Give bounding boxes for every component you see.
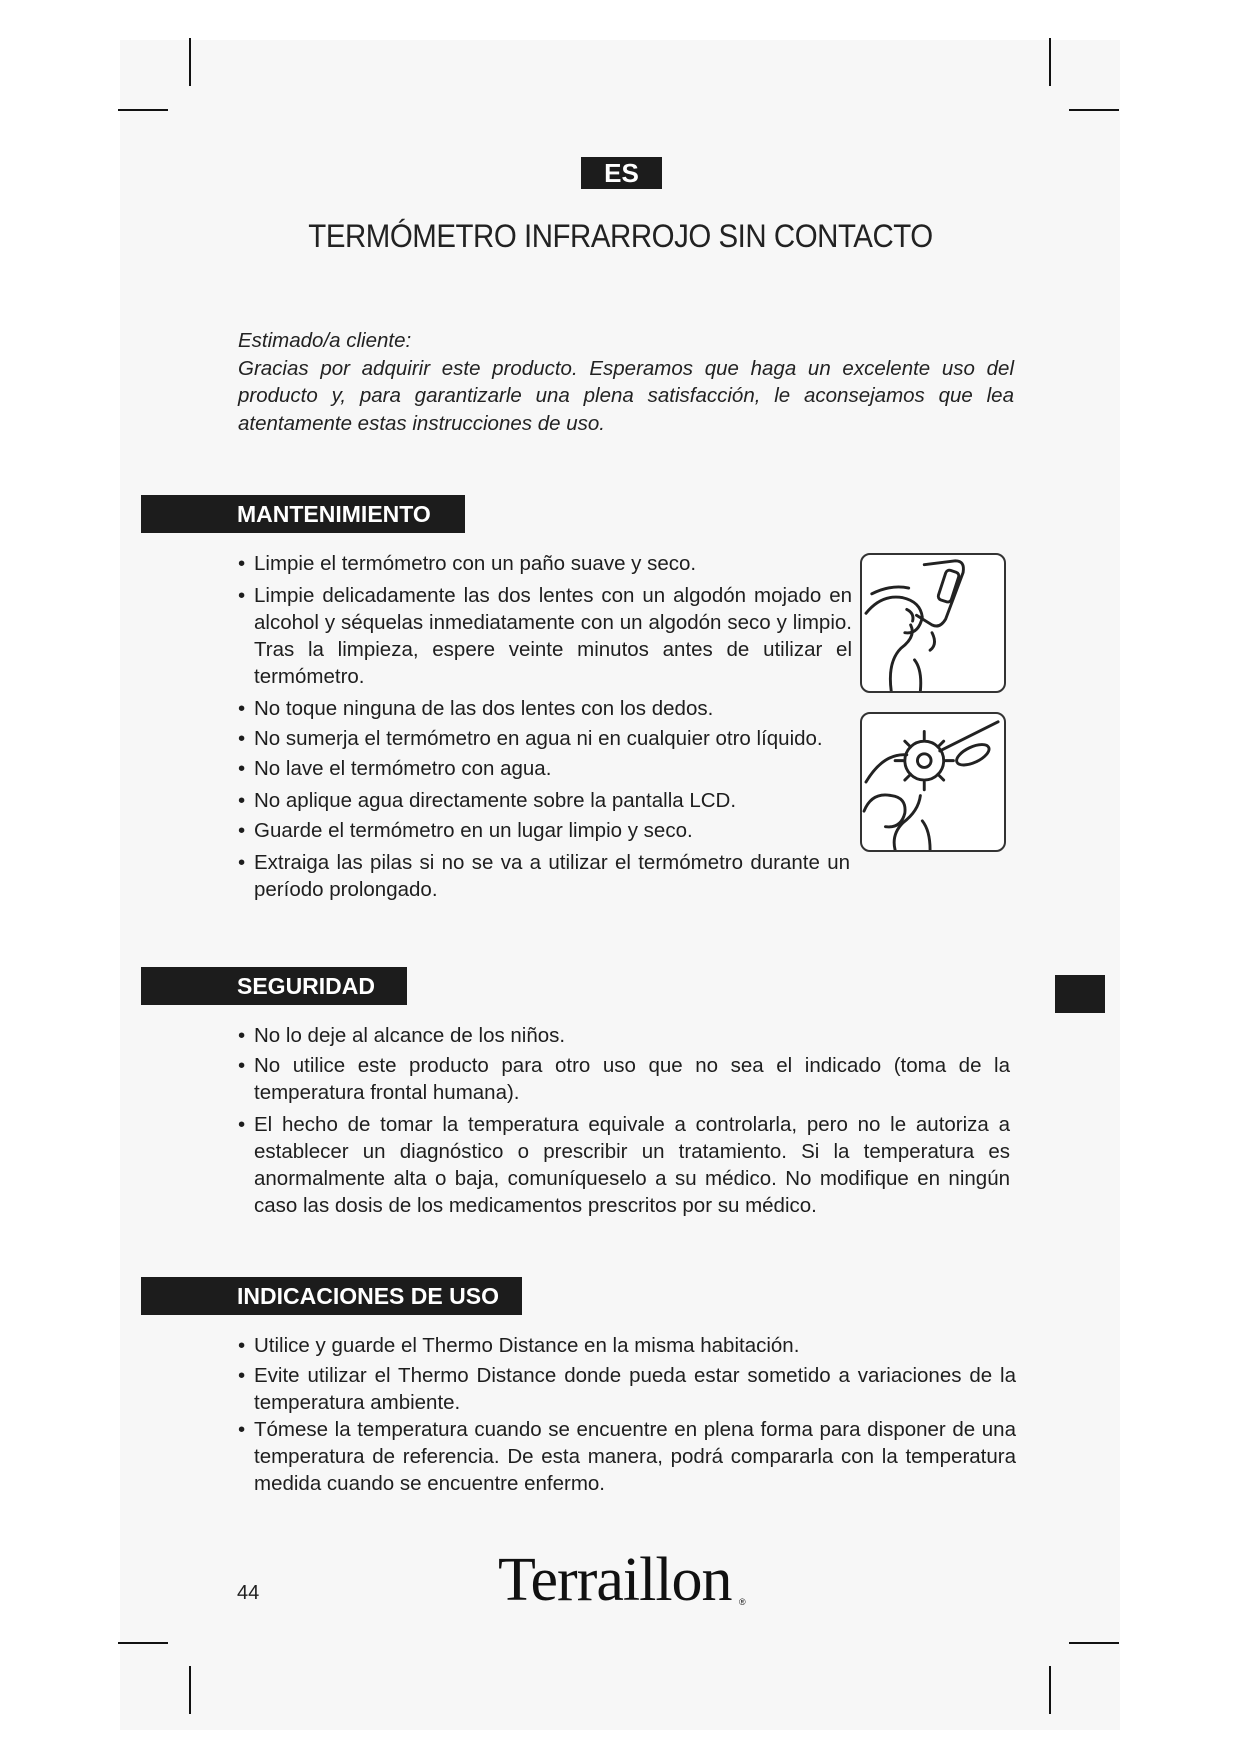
- hand-thermometer-icon: [862, 555, 1004, 691]
- section-heading-mantenimiento: MANTENIMIENTO: [141, 495, 465, 533]
- lens-cleaning-illustration: [860, 553, 1006, 693]
- crop-mark: [189, 1666, 191, 1714]
- crop-mark: [1049, 1666, 1051, 1714]
- chapter-tab-marker: [1055, 975, 1105, 1013]
- lens-swab-illustration: [860, 712, 1006, 852]
- language-badge: ES: [581, 157, 662, 189]
- list-item: • Limpie el termómetro con un paño suave y seco.: [238, 550, 850, 577]
- registered-mark: ®: [739, 1597, 746, 1607]
- seguridad-list: [238, 1022, 1010, 1219]
- indicaciones-list: [238, 1332, 1016, 1497]
- list-item: • El hecho de tomar la temperatura equivale a controlarla, pero no le autoriza a establecer un diagnóstico o prescribir un tratamiento. Si la temperatura es anormalmente alta o baja, comuníqueselo a su médico. No modifique en ningún caso las dosis de los medicamentos prescritos por su médico.: [238, 1111, 1010, 1219]
- list-item: • No lo deje al alcance de los niños.: [238, 1022, 1010, 1049]
- hand-swab-icon: [862, 714, 1004, 850]
- brand-logo: Terraillon: [498, 1546, 732, 1614]
- list-item: • No sumerja el termómetro en agua ni en cualquier otro líquido.: [238, 725, 850, 752]
- page-number: 44: [237, 1582, 260, 1604]
- crop-mark: [118, 109, 168, 111]
- list-item: • Guarde el termómetro en un lugar limpio y seco.: [238, 817, 850, 844]
- crop-mark: [1049, 38, 1051, 86]
- crop-mark: [1069, 109, 1119, 111]
- list-item: • No utilice este producto para otro uso que no sea el indicado (toma de la temperatura frontal humana).: [238, 1052, 1010, 1106]
- intro-body: Gracias por adquirir este producto. Esperamos que haga un excelente uso del producto y, para garantizarle una plena satisfacción, le aconsejamos que lea atentamente estas instrucciones de uso.: [238, 356, 1014, 435]
- page-title: TERMÓMETRO INFRARROJO SIN CONTACTO: [308, 218, 933, 254]
- crop-mark: [189, 38, 191, 86]
- section-heading-indicaciones: INDICACIONES DE USO: [141, 1277, 522, 1315]
- list-item: • Extraiga las pilas si no se va a utilizar el termómetro durante un período prolongado.: [238, 849, 850, 903]
- crop-mark: [118, 1642, 168, 1644]
- section-heading-seguridad: SEGURIDAD: [141, 967, 407, 1005]
- intro-greeting: Estimado/a cliente:: [238, 329, 412, 352]
- list-item: • Utilice y guarde el Thermo Distance en la misma habitación.: [238, 1332, 1016, 1359]
- crop-mark: [1069, 1642, 1119, 1644]
- mantenimiento-list: [238, 550, 850, 903]
- list-item: • Evite utilizar el Thermo Distance donde pueda estar sometido a variaciones de la temperatura ambiente.: [238, 1362, 1016, 1416]
- list-item: • No aplique agua directamente sobre la pantalla LCD.: [238, 787, 850, 814]
- list-item: • Tómese la temperatura cuando se encuentre en plena forma para disponer de una temperatura de referencia. De esta manera, podrá compararla con la temperatura medida cuando se encuentre enfermo.: [238, 1416, 1016, 1497]
- list-item: • No toque ninguna de las dos lentes con los dedos.: [238, 695, 850, 722]
- list-item: • Limpie delicadamente las dos lentes con un algodón mojado en alcohol y séquelas inmediatamente con un algodón seco y limpio. Tras la limpieza, espere veinte minutos antes de utilizar el termómetro.: [238, 582, 852, 690]
- intro-text: [238, 327, 1014, 437]
- list-item: • No lave el termómetro con agua.: [238, 755, 850, 782]
